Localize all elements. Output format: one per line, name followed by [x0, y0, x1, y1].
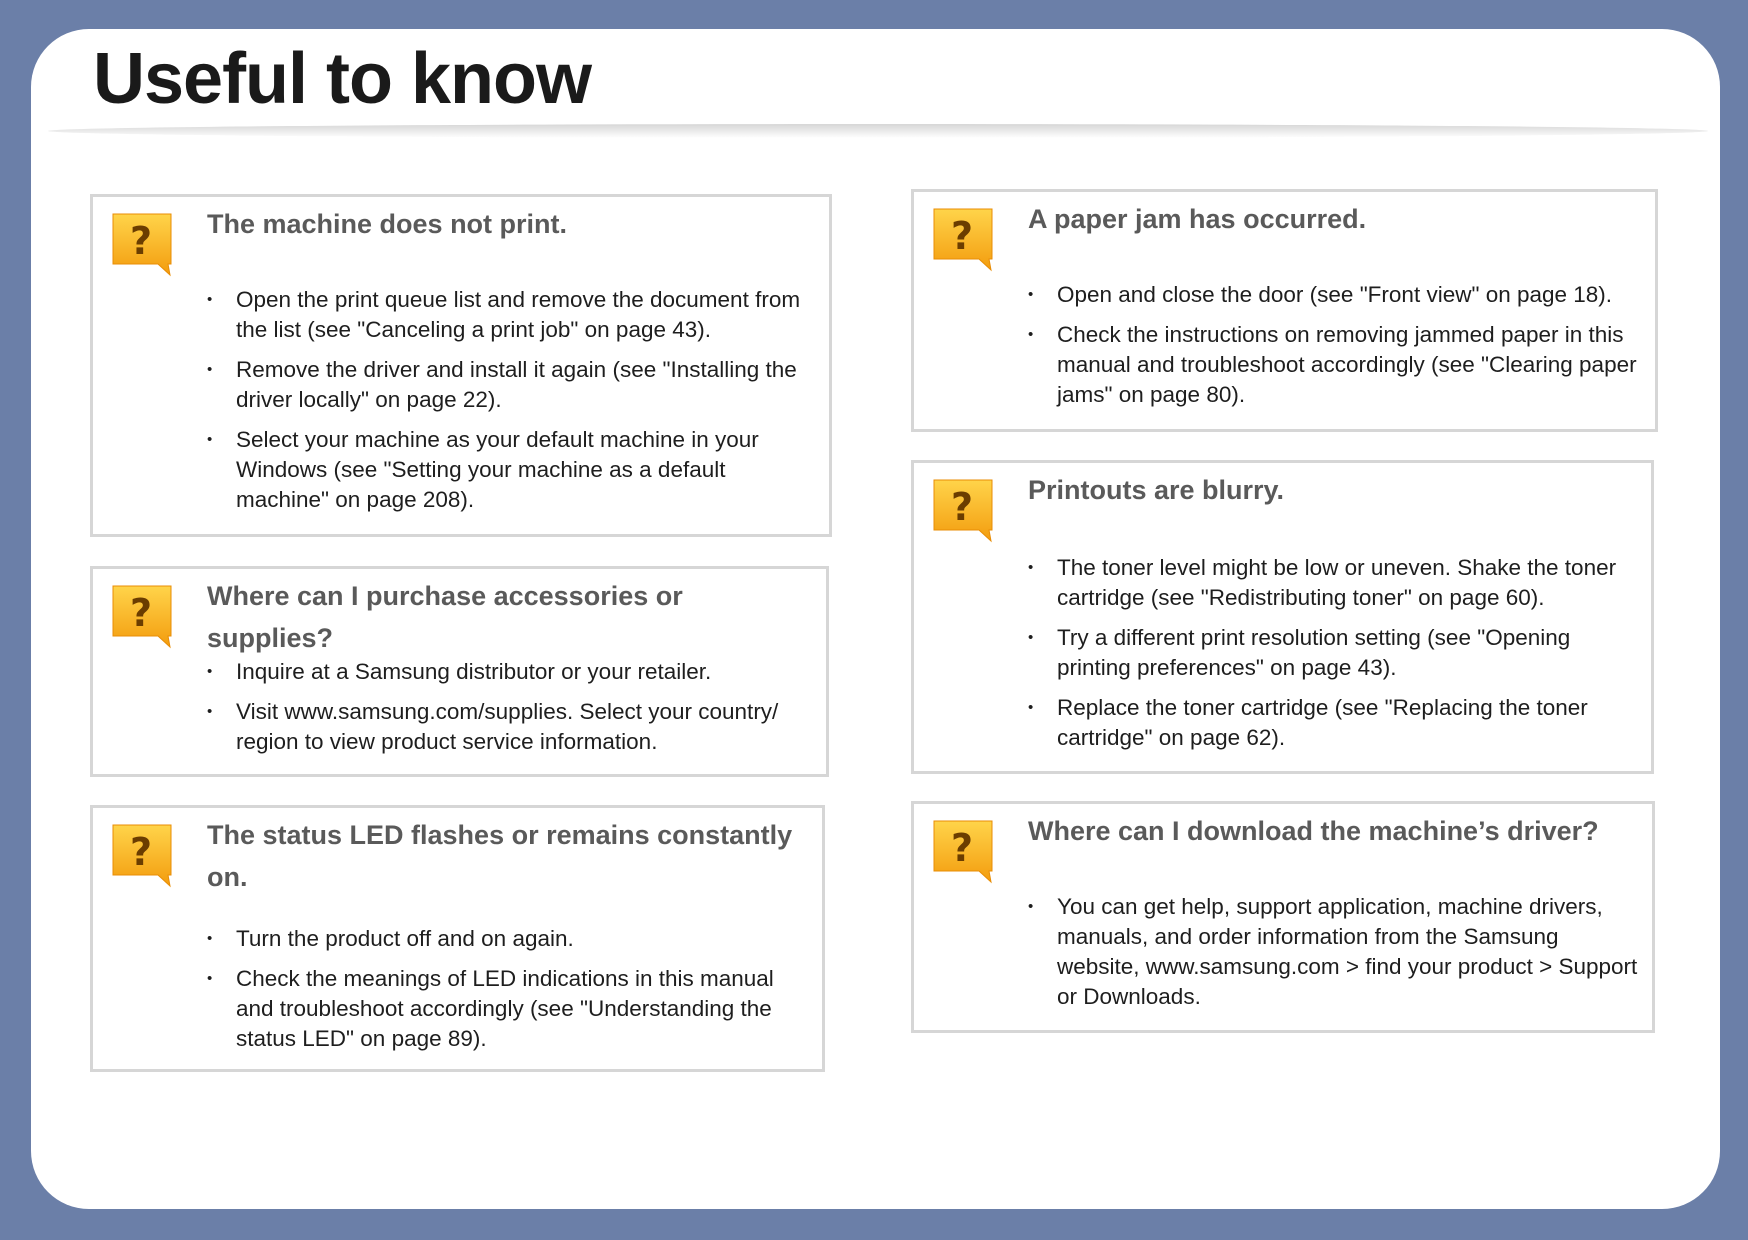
card-list [207, 924, 810, 1064]
list-item: • Check the meanings of LED indications in this manual and troubleshoot accordingly (see "Understanding the status LED" on page 89). [207, 964, 810, 1054]
card-heading: The status LED flashes or remains constantly on. [207, 820, 793, 892]
question-icon [110, 212, 174, 278]
list-item: • Inquire at a Samsung distributor or your retailer. [207, 657, 814, 687]
list-item: • Turn the product off and on again. [207, 924, 810, 954]
list-item: • The toner level might be low or uneven. Shake the toner cartridge (see "Redistributing toner" on page 60). [1028, 553, 1639, 613]
faq-card-blurry-printouts [911, 460, 1654, 774]
card-heading: The machine does not print. [207, 209, 568, 239]
svg-text:?: ? [129, 219, 153, 263]
card-list [207, 285, 817, 525]
question-icon [931, 478, 995, 544]
faq-card-download-driver [911, 801, 1655, 1033]
faq-card-purchase-supplies [90, 566, 829, 777]
svg-text:?: ? [129, 830, 153, 874]
question-icon [110, 823, 174, 889]
list-item: • Try a different print resolution setting (see "Opening printing preferences" on page 43). [1028, 623, 1639, 683]
list-item: • Replace the toner cartridge (see "Replacing the toner cartridge" on page 62). [1028, 693, 1639, 753]
list-item: • Remove the driver and install it again (see "Installing the driver locally" on page 22). [207, 355, 817, 415]
card-list [1028, 892, 1640, 1022]
list-item: • Visit www.samsung.com/supplies. Select your country/ region to view product service information. [207, 697, 814, 757]
question-icon [931, 819, 995, 885]
card-list [1028, 280, 1643, 420]
svg-text:?: ? [950, 485, 974, 529]
card-list [207, 657, 814, 767]
list-item: • Select your machine as your default machine in your Windows (see "Setting your machine as a default machine" on page 208). [207, 425, 817, 515]
card-heading: Where can I purchase accessories or supplies? [207, 581, 683, 653]
card-heading: Printouts are blurry. [1028, 475, 1285, 505]
list-item: • Check the instructions on removing jammed paper in this manual and troubleshoot accordingly (see "Clearing paper jams" on page 80). [1028, 320, 1643, 410]
faq-card-no-print [90, 194, 832, 537]
svg-text:?: ? [950, 826, 974, 870]
title-divider [48, 124, 1708, 138]
list-item: • Open the print queue list and remove the document from the list (see "Canceling a print job" on page 43). [207, 285, 817, 345]
faq-card-status-led [90, 805, 825, 1072]
svg-text:?: ? [950, 214, 974, 258]
list-item: • You can get help, support application, machine drivers, manuals, and order information from the Samsung website, www.samsung.com > find your product > Support or Downloads. [1028, 892, 1640, 1012]
card-heading: Where can I download the machine’s driver? [1028, 816, 1599, 846]
card-list [1028, 553, 1639, 763]
question-icon [931, 207, 995, 273]
card-heading: A paper jam has occurred. [1028, 204, 1367, 234]
svg-text:?: ? [129, 591, 153, 635]
page-title: Useful to know [93, 39, 592, 119]
question-icon [110, 584, 174, 650]
faq-card-paper-jam [911, 189, 1658, 432]
list-item: • Open and close the door (see "Front view" on page 18). [1028, 280, 1643, 310]
